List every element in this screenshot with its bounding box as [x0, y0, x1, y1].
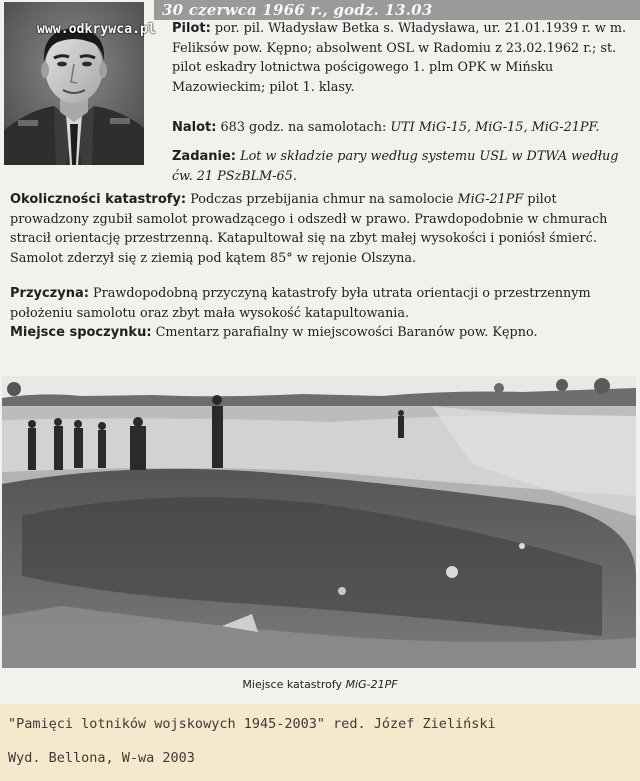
pilot-label: Pilot: — [172, 21, 211, 36]
nalot-aircraft: UTI MiG-15, MiG-15, MiG-21PF. — [390, 120, 600, 135]
nalot-label: Nalot: — [172, 120, 217, 135]
zadanie-text: Lot w składzie pary według systemu USL w DTWA według ćw. 21 PSzBLM-65. — [172, 149, 619, 184]
bibliography-line-1: "Pamięci lotników wojskowych 1945-2003" red. Józef Zieliński — [8, 716, 496, 732]
przyczyna-paragraph — [10, 284, 636, 323]
photo-caption — [0, 678, 640, 691]
pilot-text: por. pil. Władysław Betka s. Władysława, ur. 21.01.1939 r. w m. Feliksów pow. Kępno; absolwent OSL w Radomiu z 23.02.1962 r.; st. pilot eskadry lotnictwa pościgowego 1. plm OPK w Mińsku Mazowieckim; pilot 1. klasy. — [172, 21, 627, 95]
nalot-text: 683 godz. na samolotach: — [220, 120, 387, 135]
nalot-paragraph — [172, 118, 634, 138]
okolicznosci-text-before: Podczas przebijania chmur na samolocie — [190, 192, 454, 207]
bibliography-line-2: Wyd. Bellona, W-wa 2003 — [8, 750, 195, 766]
header-date: 30 czerwca 1966 r., godz. 13.03 — [162, 1, 433, 19]
crash-site-photo — [2, 376, 636, 668]
miejsce-label: Miejsce spoczynku: — [10, 325, 152, 340]
przyczyna-label: Przyczyna: — [10, 286, 89, 301]
okolicznosci-text-after: pilot prowadzony zgubił samolot prowadzącego i odszedł w prawo. Prawdopodobnie w chmurach stracił orientację przestrzenną. Katapultował się na zbyt małej wysokości i poniósł śmierć. Samolot zderzył się z ziemią pod kątem 85° w rejonie Olszyna. — [10, 192, 608, 266]
zadanie-paragraph — [172, 147, 634, 186]
zadanie-label: Zadanie: — [172, 149, 237, 164]
przyczyna-text: Prawdopodobną przyczyną katastrofy była utrata orientacji o przestrzennym położeniu samolotu oraz zbyt mała wysokość katapultowania. — [10, 286, 591, 321]
photo-caption-text: Miejsce katastrofy — [242, 678, 343, 691]
photo-caption-aircraft: MiG-21PF — [345, 678, 398, 691]
pilot-paragraph — [172, 19, 634, 97]
miejsce-paragraph — [10, 323, 636, 343]
pilot-portrait — [4, 2, 156, 165]
miejsce-text: Cmentarz parafialny w miejscowości Baranów pow. Kępno. — [155, 325, 538, 340]
crash-site-image — [2, 376, 636, 668]
okolicznosci-aircraft: MiG-21PF — [457, 192, 524, 207]
watermark-text: www.odkrywca.pl — [37, 22, 156, 37]
okolicznosci-label: Okoliczności katastrofy: — [10, 192, 187, 207]
okolicznosci-paragraph — [10, 190, 636, 268]
